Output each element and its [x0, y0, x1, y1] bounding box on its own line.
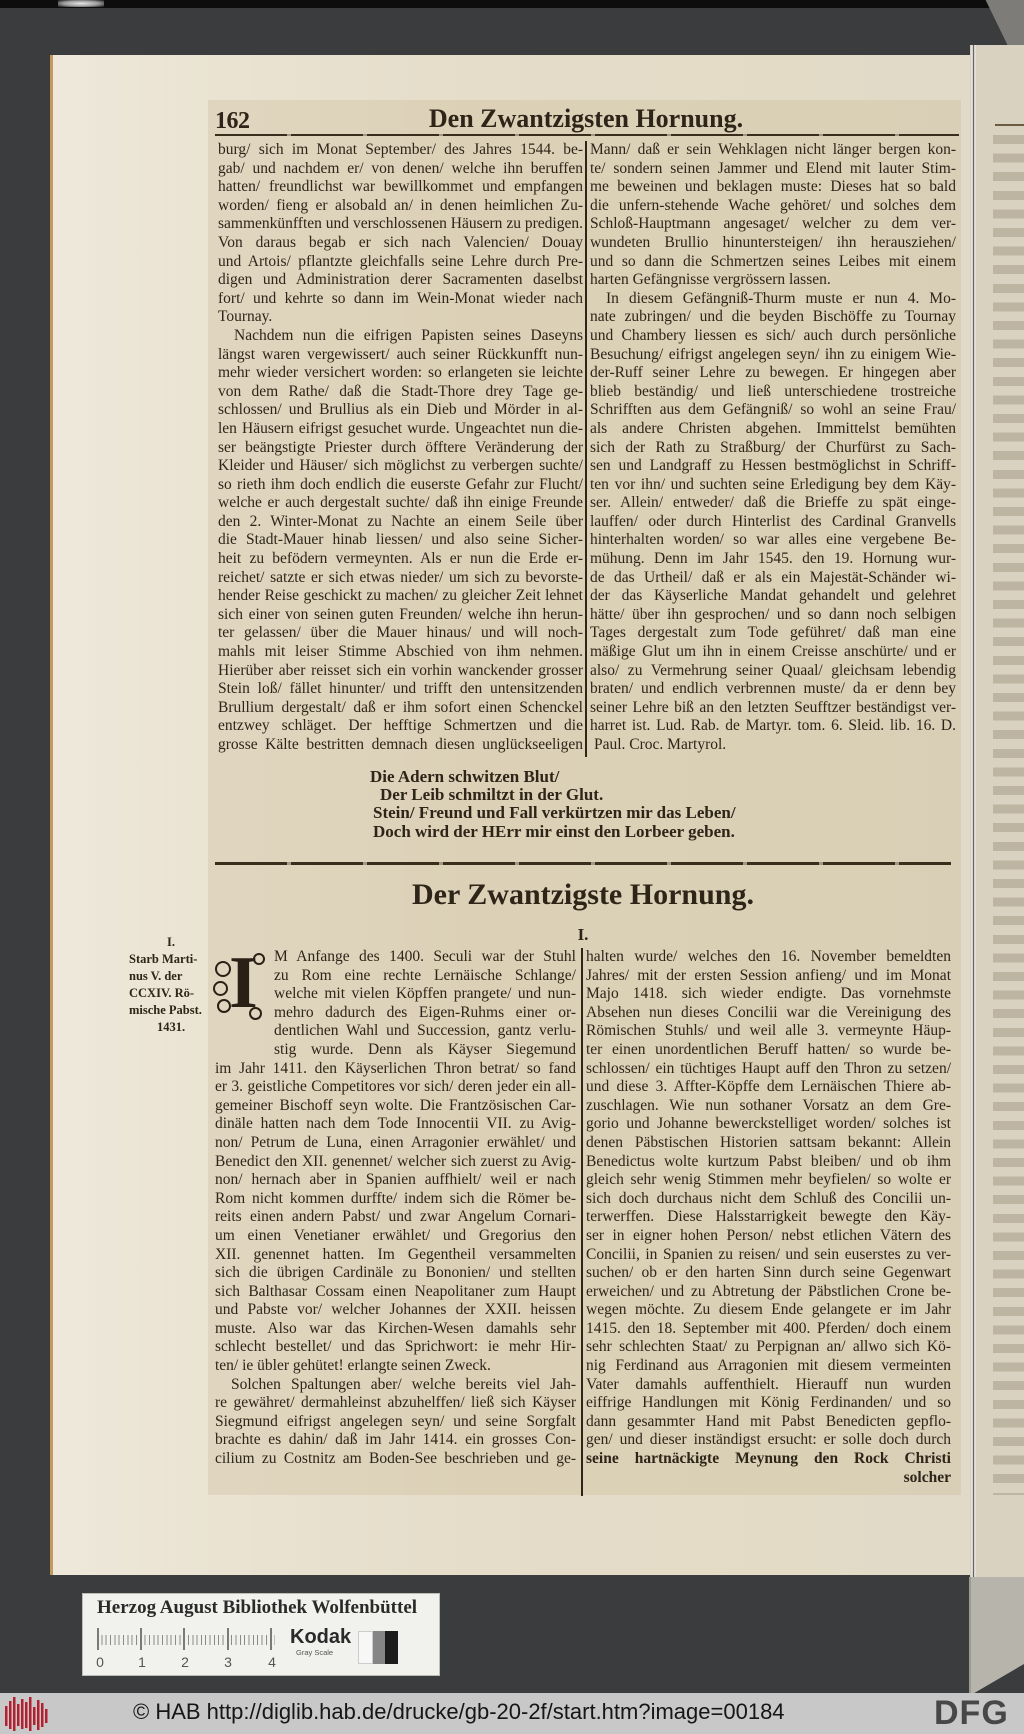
- text-line: dentlichen Wahl und Succession, gantz verlu-: [274, 1022, 576, 1040]
- verse-line: Der Leib schmiltzt in der Glut.: [380, 785, 604, 804]
- section-1-left-column: [218, 141, 583, 755]
- text-line: non/ Petrum de Luna, einen Arragonier erwählet/ und: [215, 1133, 576, 1151]
- text-line: hätte/ über ihn gesprochen/ und so dann noch selbigen: [590, 605, 956, 623]
- text-line: re gewähret/ dermahleinst abzuhelffen/ ließ sich Käyser: [215, 1394, 576, 1412]
- text-line: 1415. den 18. September mit 400. Pferden/ doch einem: [586, 1319, 951, 1337]
- page-fold-line: [970, 45, 977, 1578]
- text-line: erweichen/ und zu Abtretung der Päbstlichen Crone be-: [586, 1282, 951, 1300]
- text-line: Besuchung/ eifrigst angelegen seyn/ ihn zu einigem Wie-: [590, 345, 956, 363]
- ruler-major-tick: [227, 1628, 229, 1650]
- text-line: Vater damahls auffenthielt. Hierauff nun wurden: [586, 1375, 951, 1393]
- text-line: die Stadt-Mauer hinab liessen/ und also seine Sicher-: [218, 531, 583, 549]
- text-line: XII. genennet hatten. Im Gegentheil versammelten: [215, 1245, 576, 1263]
- text-line: terwerffen. Diese Halsstarrigkeit bewegte den Käy-: [586, 1208, 951, 1226]
- text-line: Von daraus begab er sich nach Valencien/ Douay: [218, 233, 583, 251]
- text-line: fort/ und kehrte so dann im Wein-Monat wieder nach: [218, 289, 583, 307]
- text-line: suchen/ ob er den harten Sinn durch seine Gegenwart: [586, 1264, 951, 1282]
- text-line: ten vor ihn/ und suchten seine Erledigung bey dem Käy-: [590, 475, 956, 493]
- text-line: Tournay.: [218, 308, 273, 326]
- chapter-heading: Der Zwantzigste Hornung.: [412, 878, 754, 911]
- text-line: In diesem Gefängniß-Thurm muste er nun 4. Mo-: [606, 289, 956, 307]
- text-line: zu Rom eine rechte Lernäische Schlange/: [274, 966, 576, 984]
- text-line: M Anfange des 1400. Seculi war der Stuhl: [274, 948, 576, 965]
- text-line: Absehen nun dieses Concilii war die Vereinigung des: [586, 1003, 951, 1021]
- text-line: und Artois/ pflantzte gleichfalls seine Lehre durch Pre-: [218, 252, 583, 270]
- text-line: cilium zu Costnitz am Boden-See beschrieben und ge-: [215, 1450, 576, 1468]
- text-line: hender Reise geschickt zu machen/ zu gleicher Zeit lehnet: [218, 587, 583, 605]
- text-line: ser in eigner hohen Person/ nebst etlichen Vätern des: [586, 1226, 951, 1244]
- marginal-note-number: I.: [167, 935, 175, 949]
- ruler-label: 1: [138, 1654, 146, 1670]
- citation-line: Paul. Croc. Martyrol.: [594, 736, 727, 753]
- text-line: schlecht bestellet/ und das Sprichwort: ie mehr Hir-: [215, 1338, 576, 1356]
- text-line: mehro dadurch des Eigen-Ruhms einer or-: [274, 1003, 576, 1021]
- text-line: der das Käyserliche Mandat gehandelt und gelehret: [590, 587, 956, 605]
- text-line: gorio und Johanne bewerckstelliget worden/ solches ist: [586, 1115, 951, 1133]
- ruler-label: 2: [181, 1654, 189, 1670]
- text-line: und diese 3. Affter-Köpffe dem Lernäischen Thiere ab-: [586, 1078, 951, 1096]
- gray-scale-label: Gray Scale: [296, 1648, 334, 1657]
- ruler-major-tick: [140, 1628, 142, 1650]
- text-line: Schloß-Hauptmann angesaget/ welcher zu dem ver-: [590, 215, 956, 233]
- text-line: de das Urtheil/ daß er als ein Majestät-Schänder wi-: [590, 568, 956, 586]
- marginal-note-line: CCXIV. Rö-: [129, 986, 195, 1000]
- color-scale-card: [82, 1593, 440, 1676]
- drop-cap-letter: I: [229, 942, 258, 1024]
- text-line: sehr schlechten Staat/ zu Perpignan an/ allwo sich Kö-: [586, 1338, 951, 1356]
- text-line: mehr wieder versichert worden: so erlangeten sie leichte: [218, 364, 583, 382]
- text-line: Römischen Stuhls/ und weil alle 3. vermeynte Häup-: [586, 1022, 951, 1040]
- text-line: ter einen unordentlichen Beruff hatten/ so wurde be-: [586, 1040, 951, 1058]
- section-2-right-column: [586, 948, 951, 1487]
- text-line: mäßige Glut um ihn in einem Creisse anschürte/ und er: [590, 643, 956, 661]
- header-rule: [215, 134, 959, 136]
- running-head: Den Zwantzigsten Hornung.: [428, 104, 744, 133]
- column-divider: [585, 141, 587, 757]
- text-line: te/ sondern seinen Jammer und Elend mit lauter Stim-: [590, 159, 956, 177]
- text-line: eiffrige Handlungen mit König Ferdinanden/ und so: [586, 1394, 951, 1412]
- verse-line: Stein/ Freund und Fall verkürtzen mir das Leben/: [373, 803, 736, 822]
- text-line: wegen möchte. Zu diesem Ende gelangete er im Jahr: [586, 1301, 951, 1319]
- text-line: worden/ fieng er alsobald an/ in denen heimlichen Zu-: [218, 196, 583, 214]
- text-line: hatten/ freundlichst war bewillkommet und empfangen: [218, 178, 583, 196]
- library-name: Herzog August Bibliothek Wolfenbüttel: [97, 1597, 418, 1618]
- section-1-right-column: [590, 141, 956, 755]
- text-line: und Pabste vor/ welcher Johannes der XXII. heissen: [215, 1301, 576, 1319]
- text-line: wundeten Brullio hinuntersteigen/ ihn herausziehen/: [590, 233, 956, 251]
- text-line: sich die übrigen Cardinäle zu Bononien/ und stellten: [215, 1264, 576, 1282]
- text-line: Solchen Spaltungen aber/ welche bereits viel Jah-: [231, 1375, 576, 1393]
- text-line: schlossen/ ein tüchtiges Haupt auff den Thron zu setzen/: [586, 1059, 951, 1077]
- text-line: lauffen/ oder durch Hinterlist des Cardinal Granvells: [590, 512, 956, 530]
- text-line: im Jahr 1411. den Käyserlichen Thron betrat/ so fand: [215, 1059, 576, 1077]
- section-2-left-column: [215, 948, 576, 1469]
- copyright-url: © HAB http://diglib.hab.de/drucke/gb-20-2f/start.htm?image=00184: [133, 1699, 785, 1724]
- adjacent-page: [977, 45, 1024, 1577]
- ruler-major-tick: [270, 1628, 272, 1650]
- hab-logo-icon: [5, 1697, 49, 1734]
- text-line: er 3. geistliche Competitores vor sich/ deren jeder ein all-: [215, 1078, 576, 1096]
- text-line: nig Ferdinand aus Arragonien mit diesem vermeinten: [586, 1357, 951, 1375]
- text-line: und Chambery liessen es sich/ auch durch persönliche: [590, 326, 956, 344]
- text-line: sen und Landgraff zu Hessen bestmöglichst in Schriff-: [590, 457, 956, 475]
- text-line: mühung. Denn im Jahr 1545. den 19. Hornung wur-: [590, 550, 956, 568]
- text-line: brachte es dahin/ daß im Jahr 1414. ein grosses Con-: [215, 1431, 576, 1449]
- text-line: um einen Venetianer erwählet/ und Gregorius den: [215, 1226, 576, 1244]
- text-line: halten wurde/ welches den 16. November bemeldten: [586, 948, 951, 965]
- text-line: sich einer von seinen guten Freunden/ welche ihn herun-: [218, 605, 583, 623]
- text-line: Nachdem nun die eifrigen Papisten seines Daseyns: [234, 326, 583, 344]
- text-line: Mann/ daß er sein Wehklagen nicht länger bergen kon-: [590, 141, 956, 158]
- kodak-brand: Kodak: [290, 1626, 352, 1648]
- text-line: und so dann die Schmertzen seines Leibes mit einem: [590, 252, 956, 270]
- text-line: Tages dergestalt zum Tode geführet/ daß man eine: [590, 624, 956, 642]
- ruler-major-tick: [183, 1628, 185, 1650]
- text-line: so rieth ihm doch endlich die euserste Gefahr zur Flucht/: [218, 475, 583, 493]
- verse-line: Die Adern schwitzen Blut/: [370, 767, 560, 786]
- text-line: schlossen/ und Brullius als ein Dieb und Mörder in al-: [218, 401, 583, 419]
- text-line: seiner Lehre biß an den letzten Seufftzer beständigst ver-: [590, 698, 956, 716]
- ruler-major-tick: [97, 1628, 99, 1650]
- ruler-label: 0: [96, 1654, 104, 1670]
- text-line: gleich sehr wenig Stimmen mehr beyfielen/ so wolte er: [586, 1171, 951, 1189]
- text-line: entzwey schläget. Der hefftige Schmertzen und die: [218, 717, 583, 735]
- ruler-minor-ticks: [97, 1635, 275, 1645]
- text-line: muste. Also war das Kirchen-Wesen damahls sehr: [215, 1319, 576, 1337]
- text-line: denen Päbstischen Historien sattsam bekannt: Allein: [586, 1133, 951, 1151]
- text-line: reichet/ satzte er sich etwas nieder/ um sich zu bevorste-: [218, 568, 583, 586]
- text-line: von dem Rathe/ daß die Stadt-Thore drey Tage ge-: [218, 382, 583, 400]
- text-line: also/ zu Vermehrung seiner Quaal/ gleichsam lebendig: [590, 661, 956, 679]
- ruler-label: 4: [268, 1654, 276, 1670]
- text-line: Benedictus wolte kurtzum Pabst bleiben/ und ob ihm: [586, 1152, 951, 1170]
- text-line: sammenkünfften und verschlossenen Häusern zu predigen.: [218, 215, 583, 233]
- chapter-number: I.: [577, 925, 589, 944]
- text-line: Benedict den XII. genennet/ welcher sich zuerst zu Avig-: [215, 1152, 576, 1170]
- marginal-note-year: 1431.: [156, 1020, 186, 1034]
- text-line: mahls mit leiser Stimme Abschied von ihm nehmen.: [218, 643, 583, 661]
- text-line: die unfern-stehende Wache gehöret/ und solches dem: [590, 196, 956, 214]
- text-line: als andere Christen abgehen. Immittelst bemühten: [590, 419, 956, 437]
- gray-scale-swatch: [358, 1631, 398, 1664]
- text-line: ser beängstigte Priester durch öfftere Veränderung der: [218, 438, 583, 456]
- bottom-right-shadow: [970, 1577, 1024, 1693]
- text-line: sich doch durchaus nicht dem Schluß des Concilii un-: [586, 1189, 951, 1207]
- swatch-gray: [373, 1631, 386, 1664]
- adjacent-page-showthrough: [993, 135, 1024, 1495]
- text-line: digen und Administration derer Sacramenten daselbst: [218, 271, 583, 289]
- chapter-rule: [215, 862, 951, 865]
- top-glare: [58, 0, 104, 7]
- bottom-right-edge: [969, 1577, 971, 1693]
- text-line: heit zu befödern vermeynten. Als er nun die Erde er-: [218, 550, 583, 568]
- text-line: ter gelassen/ über die Mauer hinaus/ und will noch-: [218, 624, 583, 642]
- footer-bar: [0, 1693, 1024, 1734]
- text-line: zuschlagen. Wie nun sothaner Vorsatz an dem Gre-: [586, 1096, 951, 1114]
- text-line: gab/ und nachdem er/ von denen/ welche ihn beruffen: [218, 159, 583, 177]
- adjacent-page-rule: [995, 124, 1024, 126]
- marginal-note-line: nus V. der: [129, 969, 183, 983]
- text-line: harten Gefängnisse vergrössern lassen.: [590, 271, 831, 289]
- text-line: seine hartnäckigte Meynung den Rock Christi: [586, 1450, 951, 1468]
- text-line: Stein loß/ fället hinunter/ und trifft den untensitzenden: [218, 680, 583, 698]
- top-edge-strip: [0, 0, 1024, 8]
- text-line: stig wurde. Denn als Käyser Siegemund: [274, 1040, 576, 1058]
- ruler-label: 3: [224, 1654, 232, 1670]
- text-line: Kleider und Häuser/ sich möglichst zu verbergen suchte/: [218, 457, 583, 475]
- text-line: Schrifften aus dem Gefängniß/ so wohl an seine Frau/: [590, 401, 956, 419]
- text-line: ser. Allein/ entweder/ daß die Brieffe zu spät einge-: [590, 494, 956, 512]
- text-line: braten/ und endlich verbrennen muste/ da er denn bey: [590, 680, 956, 698]
- text-line: Rom nicht kommen durffte/ indem sich die Römer be-: [215, 1189, 576, 1207]
- text-line: reits einen andern Pabst/ und zwar Angelum Cornari-: [215, 1208, 576, 1226]
- text-line: welche mit vielen Köpffen prangete/ und nun-: [274, 985, 576, 1003]
- text-line: nate zubringen/ und die beyden Bischöffe zu Tournay: [590, 308, 956, 326]
- marginal-note-line: Starb Marti-: [129, 952, 198, 966]
- text-line: dinäle hatten nach dem Tode Innocentii VII. zu Avig-: [215, 1115, 576, 1133]
- text-line: welche er auch dergestalt suchte/ daß ihn einige Freunde: [218, 494, 583, 512]
- column-divider: [581, 948, 583, 1496]
- text-line: Brullium dergestalt/ daß er ihm sofort einen Schenckel: [218, 698, 583, 716]
- marginal-note: [129, 934, 213, 1036]
- text-line: Jahres/ mit der ersten Session anfieng/ und im Monat: [586, 966, 951, 984]
- text-line: blieb beständig/ und ließ unterschiedene trostreiche: [590, 382, 956, 400]
- verse-line: Doch wird der HErr mir einst den Lorbeer geben.: [373, 822, 735, 841]
- text-line: me beweinen und beklagen muste: Dieses hat so bald: [590, 178, 956, 196]
- text-line: Hierüber aber reisset sich ein vorhin wanckender grosser: [218, 661, 583, 679]
- text-line: Siegmund eifrigst angelegen seyn/ und seine Sorgfalt: [215, 1412, 576, 1430]
- text-line: ten/ ie übler gehütet! erlangte seinen Zweck.: [215, 1357, 491, 1375]
- text-line: sich Balthasar Cossam einen Neapolitaner zum Haupt: [215, 1282, 576, 1300]
- text-line: dann gesammter Hand mit Pabst Benedicten gepflo-: [586, 1412, 951, 1430]
- page-number: 162: [215, 108, 250, 134]
- text-line: Majo 1418. sich wieder endigte. Das vornehmste: [586, 985, 951, 1003]
- text-line: grosse Kälte bestritten demnach diesen unglückseeligen: [218, 736, 583, 753]
- catchword: solcher: [903, 1468, 951, 1486]
- text-line: harret ist. Lud. Rab. de Martyr. tom. 6. Sleid. lib. 16. D.: [590, 717, 956, 735]
- text-line: der-Ruff seiner Lehre zu bewegen. Er hingegen aber: [590, 364, 956, 382]
- book-page: [50, 55, 973, 1575]
- swatch-black: [385, 1631, 398, 1664]
- text-line: längst waren vergewissert/ auch seiner Rückkunfft nun-: [218, 345, 583, 363]
- text-line: hinterhalten worden/ so war alles eine vergebene Be-: [590, 531, 956, 549]
- swatch-white: [358, 1631, 373, 1664]
- text-line: non/ hernach aber in Spanien auffhielt/ weil er nach: [215, 1171, 576, 1189]
- text-line: Concilii, in Spanien zu reisen/ und sein euserstes zu ver-: [586, 1245, 951, 1263]
- marginal-note-line: mische Pabst.: [129, 1003, 202, 1017]
- text-line: burg/ sich im Monat September/ des Jahres 1544. be-: [218, 141, 583, 158]
- text-line: den 2. Winter-Monat zu Nachte an einem Seile über: [218, 512, 583, 530]
- text-line: len Häusern eifrigst gesuchet wurde. Ungeachtet nun die-: [218, 419, 583, 437]
- text-line: sich der Rath zu Straßburg/ der Churfürst zu Sach-: [590, 438, 956, 456]
- text-line: gen/ und dieser inständigst ersucht: er solle doch durch: [586, 1431, 951, 1449]
- dfg-logo: DFG: [934, 1694, 1009, 1732]
- text-line: gemeiner Bischoff seyn wolte. Die Frantzösischen Car-: [215, 1096, 576, 1114]
